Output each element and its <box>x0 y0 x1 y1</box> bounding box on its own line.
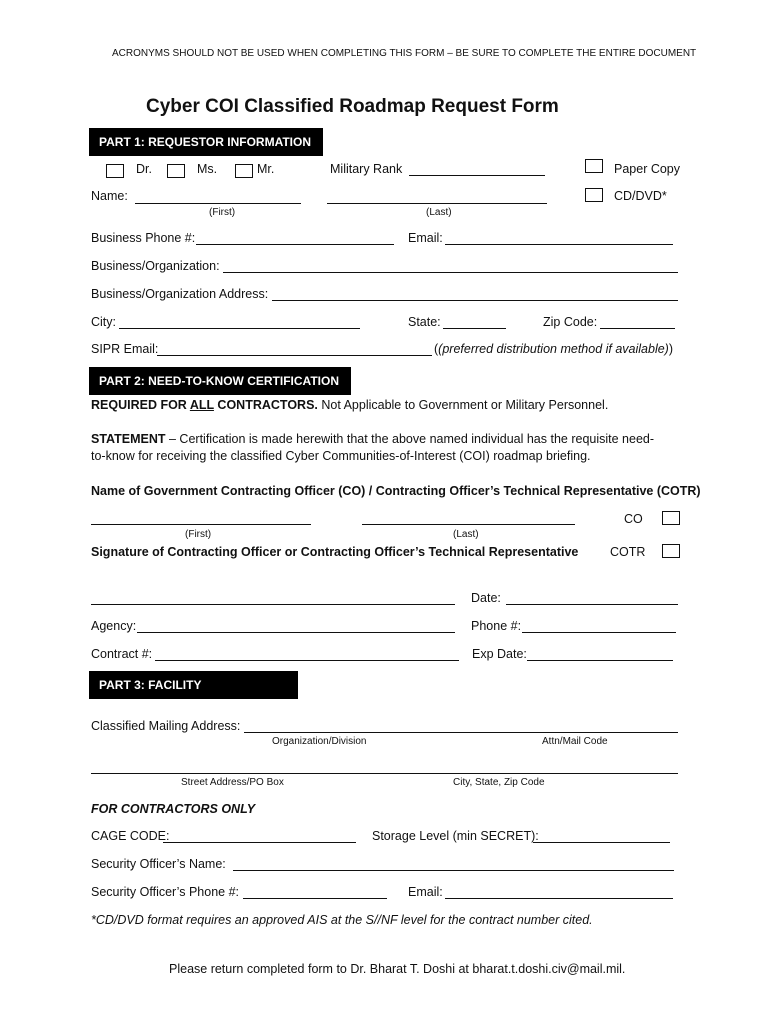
business-org-address-label: Business/Organization Address: <box>91 287 269 301</box>
city-label: City: <box>91 315 116 329</box>
agency-field[interactable] <box>137 632 455 633</box>
cd-dvd-checkbox[interactable] <box>585 188 603 202</box>
state-label: State: <box>408 315 441 329</box>
paper-copy-checkbox[interactable] <box>585 159 603 173</box>
paper-copy-label: Paper Copy <box>614 162 681 176</box>
ms-checkbox[interactable] <box>167 164 185 178</box>
cd-dvd-note: *CD/DVD format requires an approved AIS at the S//NF level for the contract number cited. <box>91 913 593 927</box>
date-field[interactable] <box>506 604 678 605</box>
required-all: ALL <box>189 398 214 412</box>
required-note: Not Applicable to Government or Military Personnel. <box>317 398 609 412</box>
mr-checkbox[interactable] <box>235 164 253 178</box>
part2-header: PART 2: NEED-TO-KNOW CERTIFICATION <box>89 367 351 395</box>
co-first-caption: (First) <box>185 529 212 540</box>
cotr-label: COTR <box>610 545 646 559</box>
ms-label: Ms. <box>197 162 218 176</box>
mr-label: Mr. <box>257 162 275 176</box>
name-label: Name: <box>91 189 128 203</box>
business-org-field[interactable] <box>223 272 678 273</box>
first-caption: (First) <box>209 207 236 218</box>
org-division-caption: Organization/Division <box>272 736 367 747</box>
dr-label: Dr. <box>136 162 152 176</box>
email-label: Email: <box>408 231 443 245</box>
business-phone-label: Business Phone #: <box>91 231 196 245</box>
phone-field[interactable] <box>522 632 676 633</box>
co-label: CO <box>624 512 643 526</box>
city-state-zip-caption: City, State, Zip Code <box>453 777 545 788</box>
storage-level-label: Storage Level (min SECRET): <box>372 829 539 843</box>
statement-label: STATEMENT <box>91 432 166 446</box>
mailing-address-line2[interactable] <box>91 773 678 774</box>
sipr-email-label: SIPR Email: <box>91 342 159 356</box>
sipr-email-field[interactable] <box>157 355 432 356</box>
business-org-label: Business/Organization: <box>91 259 220 273</box>
last-caption: (Last) <box>426 207 452 218</box>
street-caption: Street Address/PO Box <box>181 777 284 788</box>
security-officer-phone-field[interactable] <box>243 898 387 899</box>
co-last-name-field[interactable] <box>362 524 575 525</box>
mailing-address-label: Classified Mailing Address: <box>91 719 241 733</box>
dr-checkbox[interactable] <box>106 164 124 178</box>
exp-date-field[interactable] <box>527 660 673 661</box>
security-officer-email-label: Email: <box>408 885 443 899</box>
co-first-name-field[interactable] <box>91 524 311 525</box>
phone-label: Phone #: <box>471 619 522 633</box>
preferred-note: ((preferred distribution method if available)) <box>434 342 674 356</box>
required-b: CONTRACTORS. <box>213 398 318 412</box>
attn-caption: Attn/Mail Code <box>542 736 608 747</box>
cotr-checkbox[interactable] <box>662 544 680 558</box>
mailing-address-line1[interactable] <box>244 732 678 733</box>
exp-date-label: Exp Date: <box>472 647 527 661</box>
contractors-only-heading: FOR CONTRACTORS ONLY <box>91 802 256 816</box>
part1-header: PART 1: REQUESTOR INFORMATION <box>89 128 323 156</box>
contract-label: Contract #: <box>91 647 153 661</box>
co-last-caption: (Last) <box>453 529 479 540</box>
part3-header: PART 3: FACILITY INFORMATION <box>89 671 298 699</box>
statement-text1: – Certification is made herewith that the above named individual has the requisite need- <box>165 432 655 446</box>
zip-field[interactable] <box>600 328 675 329</box>
zip-label: Zip Code: <box>543 315 598 329</box>
preferred-note-text: (preferred distribution method if available) <box>438 342 669 356</box>
form-banner: ACRONYMS SHOULD NOT BE USED WHEN COMPLETING THIS FORM – BE SURE TO COMPLETE THE ENTIRE DOCUMENT <box>112 48 697 59</box>
date-label: Date: <box>471 591 501 605</box>
security-officer-email-field[interactable] <box>445 898 673 899</box>
footer-return-note: Please return completed form to Dr. Bharat T. Doshi at bharat.t.doshi.civ@mail.mil. <box>169 962 626 976</box>
city-field[interactable] <box>119 328 360 329</box>
last-name-field[interactable] <box>327 203 547 204</box>
signature-heading: Signature of Contracting Officer or Contracting Officer’s Technical Representative <box>91 545 579 559</box>
military-rank-label: Military Rank <box>330 162 403 176</box>
co-name-heading: Name of Government Contracting Officer (CO) / Contracting Officer’s Technical Representative (COTR) <box>91 484 701 498</box>
state-field[interactable] <box>443 328 506 329</box>
business-phone-field[interactable] <box>196 244 394 245</box>
contract-field[interactable] <box>155 660 459 661</box>
security-officer-phone-label: Security Officer’s Phone #: <box>91 885 239 899</box>
statement-line1 <box>91 432 654 446</box>
security-officer-name-field[interactable] <box>233 870 674 871</box>
email-field[interactable] <box>445 244 673 245</box>
co-checkbox[interactable] <box>662 511 680 525</box>
required-a: REQUIRED FOR <box>91 398 190 412</box>
cage-code-field[interactable] <box>163 842 356 843</box>
military-rank-field[interactable] <box>409 175 545 176</box>
security-officer-name-label: Security Officer’s Name: <box>91 857 226 871</box>
required-statement <box>91 398 608 412</box>
form-title: Cyber COI Classified Roadmap Request Form <box>146 96 559 117</box>
cage-code-label: CAGE CODE: <box>91 829 170 843</box>
agency-label: Agency: <box>91 619 137 633</box>
first-name-field[interactable] <box>135 203 301 204</box>
statement-line2: to-know for receiving the classified Cyber Communities-of-Interest (COI) roadmap briefing. <box>91 449 591 463</box>
business-org-address-field[interactable] <box>272 300 678 301</box>
signature-field[interactable] <box>91 604 455 605</box>
storage-level-field[interactable] <box>533 842 670 843</box>
cd-dvd-label: CD/DVD* <box>614 189 667 203</box>
